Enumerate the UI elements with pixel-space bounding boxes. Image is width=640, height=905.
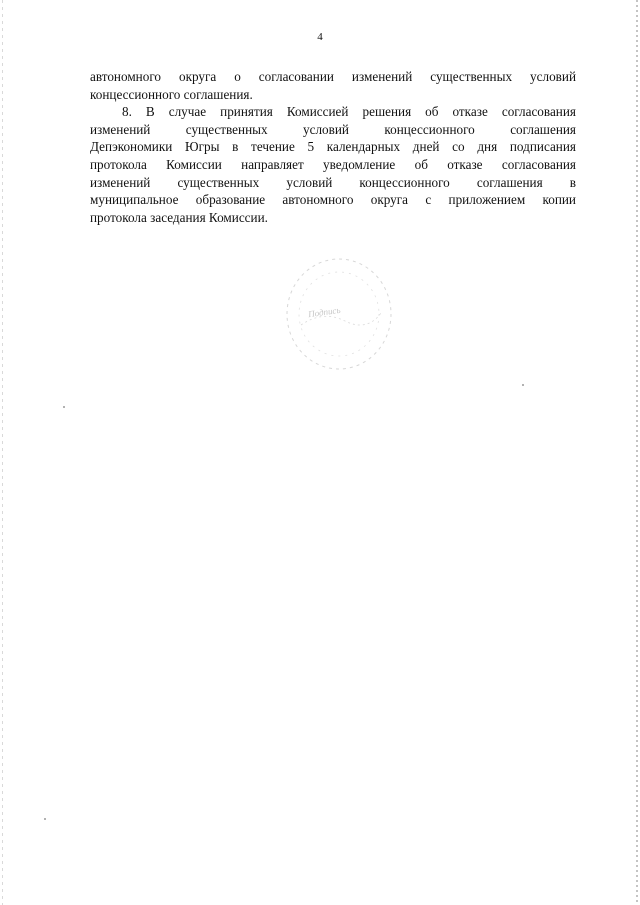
text-line: изменений существенных условий концессионного соглашения [90,121,576,137]
text-line: протокола Комиссии направляет уведомление об отказе согласования [90,156,576,172]
text-line: Депэкономики Югры в течение 5 календарных дней со дня подписания [90,139,576,155]
scan-speck [44,818,46,820]
faded-seal-stamp [283,255,395,373]
scan-edge-right [636,0,638,905]
text-line: автономного округа о согласовании изменений существенных условий [90,69,576,84]
body-text [90,68,576,226]
text-line: протокола заседания Комиссии. [90,209,268,225]
scan-edge-left [2,0,3,905]
scan-speck [522,384,524,386]
text-line: концессионного соглашения. [90,86,253,102]
text-line: 8. В случае принятия Комиссией решения об отказе согласования [122,104,576,120]
page-number: 4 [317,31,323,43]
scan-speck [63,406,65,408]
text-line: муниципальное образование автономного округа с приложением копии [90,192,576,208]
stamp-signature: Подпись [307,304,342,320]
text-line: изменений существенных условий концессионного соглашения в [90,174,576,190]
